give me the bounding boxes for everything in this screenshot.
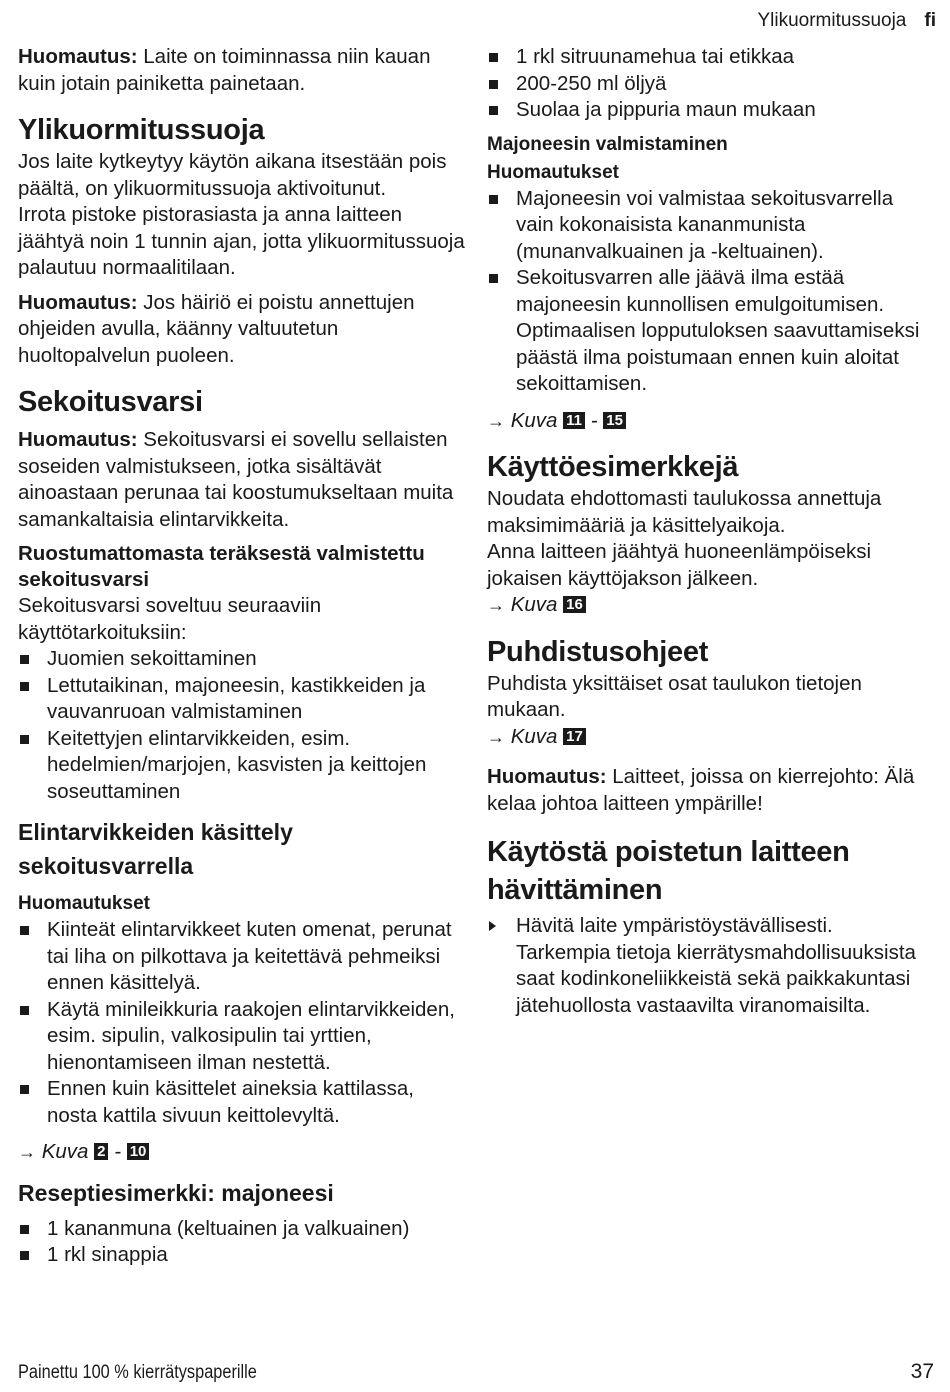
disposal-list — [487, 913, 935, 940]
figure-number-badge: 17 — [563, 728, 586, 745]
heading-usage-examples: Käyttöesimerkkejä — [487, 451, 739, 483]
notes-label: Huomautukset — [18, 893, 150, 914]
note-text: Sekoitusvarsi ei sovellu sellaisten soseiden valmistukseen, jotka sisältävät ainoastaan perunaa tai koostumukseltaan muita samankaltaisia elintarvikkeita. — [18, 428, 454, 531]
list-item: Suolaa ja pippuria maun mukaan — [487, 97, 935, 124]
arrow-right-icon: → — [487, 726, 505, 747]
header-section-title: Ylikuormitussuoja — [757, 10, 907, 31]
figure-reference — [487, 408, 935, 435]
heading-recipe: Reseptiesimerkki: majoneesi — [18, 1179, 334, 1206]
list-item: Majoneesin voi valmistaa sekoitusvarrella vain kokonaisista kananmunista (munanvalkuainen ja -keltuainen). — [487, 186, 935, 266]
recipe-ingredients-list-continued — [487, 44, 935, 124]
list-item: Kiinteät elintarvikkeet kuten omenat, perunat tai liha on pilkottava ja keitettävä pehmeiksi ennen käsittelyä. — [18, 917, 466, 997]
heading-stainless-blender: Ruostumattomasta teräksestä valmistettu sekoitusvarsi — [18, 542, 425, 591]
page-header — [757, 10, 936, 32]
list-item: 1 rkl sitruunamehua tai etikkaa — [487, 44, 935, 71]
note-label: Huomautus: — [487, 765, 607, 788]
note-coiled-cord — [487, 764, 935, 817]
arrow-right-icon: → — [487, 410, 505, 431]
range-dash: - — [590, 408, 598, 432]
figure-word: Kuva — [510, 593, 558, 616]
heading-processing: Elintarvikkeiden käsittely sekoitusvarrella — [18, 819, 293, 879]
footer-recycled-paper: Painettu 100 % kierrätyspaperille — [18, 1362, 257, 1383]
figure-word: Kuva — [510, 724, 558, 748]
figure-number-badge: 11 — [563, 412, 585, 429]
list-item: 1 rkl sinappia — [18, 1242, 466, 1269]
recipe-ingredients-list — [18, 1216, 466, 1269]
note-potato — [18, 427, 466, 533]
figure-reference — [18, 1139, 466, 1166]
figure-word: Kuva — [510, 408, 558, 432]
overload-paragraph-1: Jos laite kytkeytyy käytön aikana itsestään pois päältä, on ylikuormitussuoja aktivoitunut. — [18, 150, 447, 200]
note-service — [18, 290, 466, 370]
list-item: Hävitä laite ympäristöystävällisesti. — [487, 913, 935, 940]
heading-blender: Sekoitusvarsi — [18, 386, 203, 418]
note-text: Jos häiriö ei poistu annettujen ohjeiden avulla, käänny valtuutetun huoltopalvelun puoleen. — [18, 290, 415, 367]
list-item: Keitettyjen elintarvikkeiden, esim. hedelmien/marjojen, kasvisten ja keittojen soseuttaminen — [18, 726, 466, 806]
processing-notes-list — [18, 917, 466, 1129]
list-item: Sekoitusvarren alle jäävä ilma estää majoneesin kunnollisen emulgoitumisen. Optimaalisen lopputuloksen saavuttamiseksi päästä ilma poistumaan ennen kuin aloitat sekoittamisen. — [487, 265, 935, 398]
examples-paragraph-2: Anna laitteen jäähtyä huoneenlämpöiseksi jokaisen käyttöjakson jälkeen. — [487, 540, 872, 590]
list-item: Ennen kuin käsittelet aineksia kattilassa, nosta kattila sivuun keittolevyltä. — [18, 1076, 466, 1129]
figure-number-badge: 10 — [127, 1143, 150, 1160]
stainless-intro: Sekoitusvarsi soveltuu seuraaviin käyttötarkoituksiin: — [18, 594, 322, 644]
heading-cleaning: Puhdistusohjeet — [487, 635, 709, 668]
list-item: Käytä minileikkuria raakojen elintarvikkeiden, esim. sipulin, valkosipulin tai yrttien, hienontamiseen ilman nestettä. — [18, 997, 466, 1077]
range-dash: - — [114, 1140, 122, 1163]
examples-paragraph-1: Noudata ehdottomasti taulukossa annettuja maksimimääriä ja käsittelyaikoja. — [487, 487, 882, 537]
note-operation — [18, 44, 466, 97]
arrow-right-icon: → — [487, 595, 505, 615]
list-item: Juomien sekoittaminen — [18, 646, 466, 673]
header-language-code: fi — [924, 10, 936, 31]
stainless-use-list — [18, 646, 466, 805]
figure-number-badge: 2 — [94, 1143, 108, 1160]
cleaning-paragraph: Puhdista yksittäiset osat taulukon tietojen mukaan. — [487, 671, 862, 721]
note-text: Laite on toiminnassa niin kauan kuin jotain painiketta painetaan. — [18, 45, 431, 95]
heading-overload-protection: Ylikuormitussuoja — [18, 114, 265, 146]
figure-word: Kuva — [41, 1140, 89, 1163]
note-label: Huomautus: — [18, 45, 138, 68]
heading-disposal: Käytöstä poistetun laitteen hävittäminen — [487, 836, 850, 906]
list-item: Lettutaikinan, majoneesin, kastikkeiden ja vauvanruoan valmistaminen — [18, 673, 466, 726]
note-label: Huomautus: — [18, 428, 138, 451]
page-number: 37 — [910, 1360, 934, 1383]
list-item: 1 kananmuna (keltuainen ja valkuainen) — [18, 1216, 466, 1243]
disposal-paragraph: Tarkempia tietoja kierrätysmahdollisuuksista saat kodinkoneliikkeistä sekä paikkakuntasi jätehuollosta vastaavilta viranomaisilta. — [516, 940, 916, 1017]
left-column — [18, 44, 466, 1269]
note-label: Huomautus: — [18, 290, 138, 314]
overload-paragraph-2: Irrota pistoke pistorasiasta ja anna laitteen jäähtyä noin 1 tunnin ajan, jotta ylikuormitussuoja palautuu normaalitilaan. — [18, 203, 465, 279]
figure-reference — [487, 724, 935, 751]
figure-number-badge: 15 — [603, 412, 626, 429]
figure-number-badge: 16 — [563, 596, 586, 613]
mayo-notes-list — [487, 186, 935, 398]
notes-label: Huomautukset — [487, 161, 619, 183]
list-item: 200-250 ml öljyä — [487, 71, 935, 98]
right-column — [487, 44, 935, 1019]
heading-mayo-preparation: Majoneesin valmistaminen — [487, 133, 728, 155]
note-text: Laitteet, joissa on kierrejohto: Älä kelaa johtoa laitteen ympärille! — [487, 765, 915, 815]
arrow-right-icon: → — [18, 1142, 36, 1162]
figure-reference — [487, 592, 935, 619]
